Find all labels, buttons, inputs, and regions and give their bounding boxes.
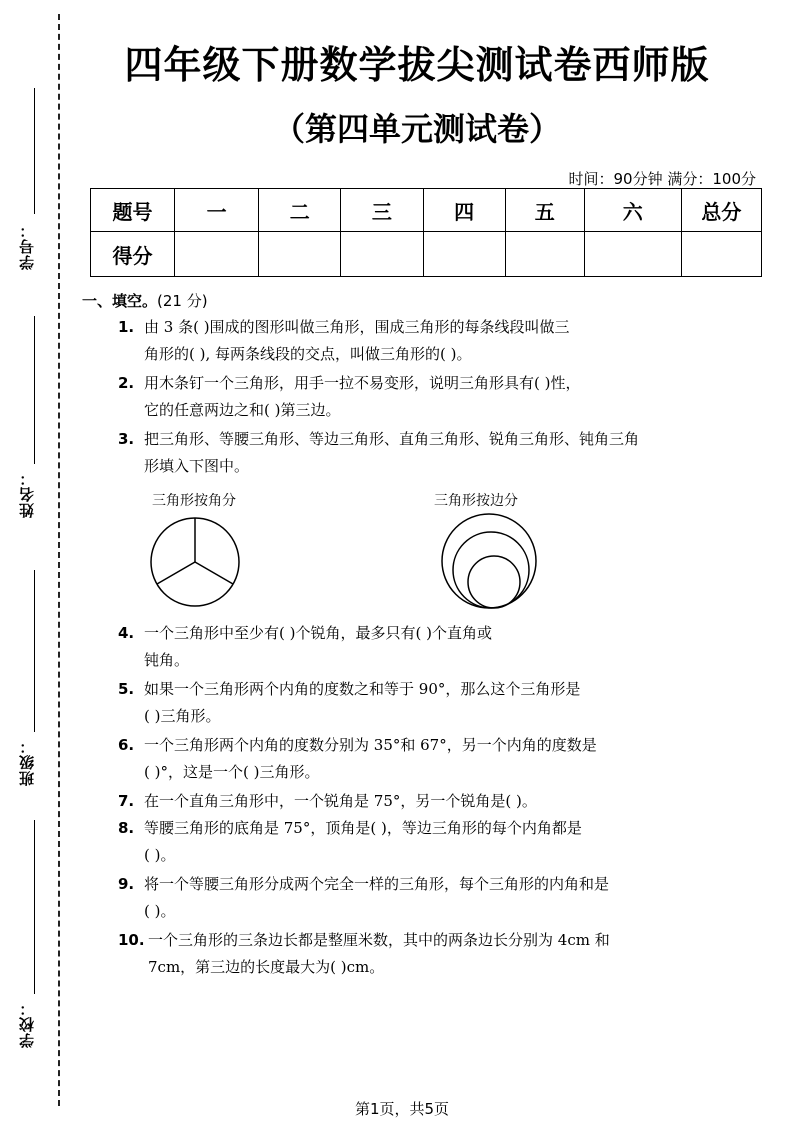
question-number: 4. xyxy=(118,624,135,642)
score-input-cell[interactable] xyxy=(423,232,505,277)
score-input-cell[interactable] xyxy=(505,232,584,277)
question-2 xyxy=(118,370,726,424)
question-text-cont: 角形的( ), 每两条线段的交点，叫做三角形的( )。 xyxy=(144,345,472,363)
question-5 xyxy=(118,676,726,730)
side-classification-label: 三角形按边分 xyxy=(434,493,518,509)
question-text: 等腰三角形的底角是 75°，顶角是( )，等边三角形的每个内角都是 xyxy=(144,819,582,837)
score-input-cell[interactable] xyxy=(175,232,259,277)
question-text: 用木条钉一个三角形，用手一拉不易变形，说明三角形具有( )性， xyxy=(144,374,581,392)
class-line[interactable] xyxy=(34,570,35,732)
angle-classification-diagram xyxy=(140,512,250,612)
score-input-cell[interactable] xyxy=(584,232,681,277)
class-label: 班级： xyxy=(18,738,36,786)
question-text: 由 3 条( )围成的图形叫做三角形，围成三角形的每条线段叫做三 xyxy=(144,318,570,336)
score-table xyxy=(90,188,762,277)
question-1 xyxy=(118,314,726,368)
score-table-score-row xyxy=(91,232,762,277)
question-number: 8. xyxy=(118,819,135,837)
divider-line xyxy=(157,562,195,584)
table-cell: 二 xyxy=(259,189,341,232)
section-points: (21 分) xyxy=(157,292,208,310)
question-text-cont: ( )。 xyxy=(144,846,176,864)
question-number: 1. xyxy=(118,318,135,336)
table-cell: 总分 xyxy=(681,189,761,232)
question-number: 2. xyxy=(118,374,135,392)
question-10 xyxy=(118,927,726,981)
table-cell: 三 xyxy=(341,189,423,232)
question-text: 一个三角形的三条边长都是整厘米数，其中的两条边长分别为 4cm 和 xyxy=(148,931,610,949)
question-text-cont: ( )三角形。 xyxy=(144,707,221,725)
question-7 xyxy=(118,788,726,815)
divider-line xyxy=(195,562,233,584)
table-cell: 六 xyxy=(584,189,681,232)
binding-dashed-line xyxy=(58,14,60,1106)
question-text-cont: 钝角。 xyxy=(144,651,190,669)
question-text: 一个三角形两个内角的度数分别为 35°和 67°，另一个内角的度数是 xyxy=(144,736,597,754)
question-number: 7. xyxy=(118,792,135,810)
question-4 xyxy=(118,620,726,674)
question-text-cont: ( )。 xyxy=(144,902,176,920)
name-label: 姓名： xyxy=(18,470,36,518)
school-line[interactable] xyxy=(34,820,35,994)
section-title: 一、填空。 xyxy=(82,292,158,310)
score-input-cell[interactable] xyxy=(681,232,761,277)
question-text: 将一个等腰三角形分成两个完全一样的三角形，每个三角形的内角和是 xyxy=(144,875,610,893)
question-text: 把三角形、等腰三角形、等边三角形、直角三角形、锐角三角形、钝角三角 xyxy=(144,430,640,448)
table-cell: 四 xyxy=(423,189,505,232)
question-text: 在一个直角三角形中，一个锐角是 75°，另一个锐角是( )。 xyxy=(144,792,537,810)
student-id-label: 学号： xyxy=(18,222,36,270)
table-cell: 一 xyxy=(175,189,259,232)
table-cell: 五 xyxy=(505,189,584,232)
question-text: 如果一个三角形两个内角的度数之和等于 90°，那么这个三角形是 xyxy=(144,680,581,698)
question-text: 一个三角形中至少有( )个锐角，最多只有( )个直角或 xyxy=(144,624,492,642)
section-heading xyxy=(82,290,208,311)
question-number: 10. xyxy=(118,931,145,949)
question-text-cont: ( )°，这是一个( )三角形。 xyxy=(144,763,320,781)
school-label: 学校： xyxy=(18,1000,36,1048)
question-9 xyxy=(118,871,726,925)
page-title: 四年级下册数学拔尖测试卷西师版 xyxy=(124,43,710,87)
page-subtitle: （第四单元测试卷） xyxy=(272,110,561,148)
score-table-header-row xyxy=(91,189,762,232)
side-classification-diagram xyxy=(434,512,544,612)
question-8 xyxy=(118,815,726,869)
table-cell: 题号 xyxy=(91,189,175,232)
question-3 xyxy=(118,426,726,480)
question-number: 3. xyxy=(118,430,135,448)
name-line[interactable] xyxy=(34,316,35,464)
table-cell: 得分 xyxy=(91,232,175,277)
outer-circle xyxy=(442,514,536,608)
question-text-cont: 7cm，第三边的长度最大为( )cm。 xyxy=(148,958,385,976)
inner-circle xyxy=(468,556,520,608)
question-number: 9. xyxy=(118,875,135,893)
time-info: 时间：90分钟 满分：100分 xyxy=(568,170,756,188)
question-text-cont: 它的任意两边之和( )第三边。 xyxy=(144,401,341,419)
question-number: 6. xyxy=(118,736,135,754)
question-6 xyxy=(118,732,726,786)
question-text-cont: 形填入下图中。 xyxy=(144,457,250,475)
angle-classification-label: 三角形按角分 xyxy=(152,493,236,509)
score-input-cell[interactable] xyxy=(259,232,341,277)
score-input-cell[interactable] xyxy=(341,232,423,277)
question-number: 5. xyxy=(118,680,135,698)
page-footer: 第1页，共5页 xyxy=(354,1100,450,1118)
